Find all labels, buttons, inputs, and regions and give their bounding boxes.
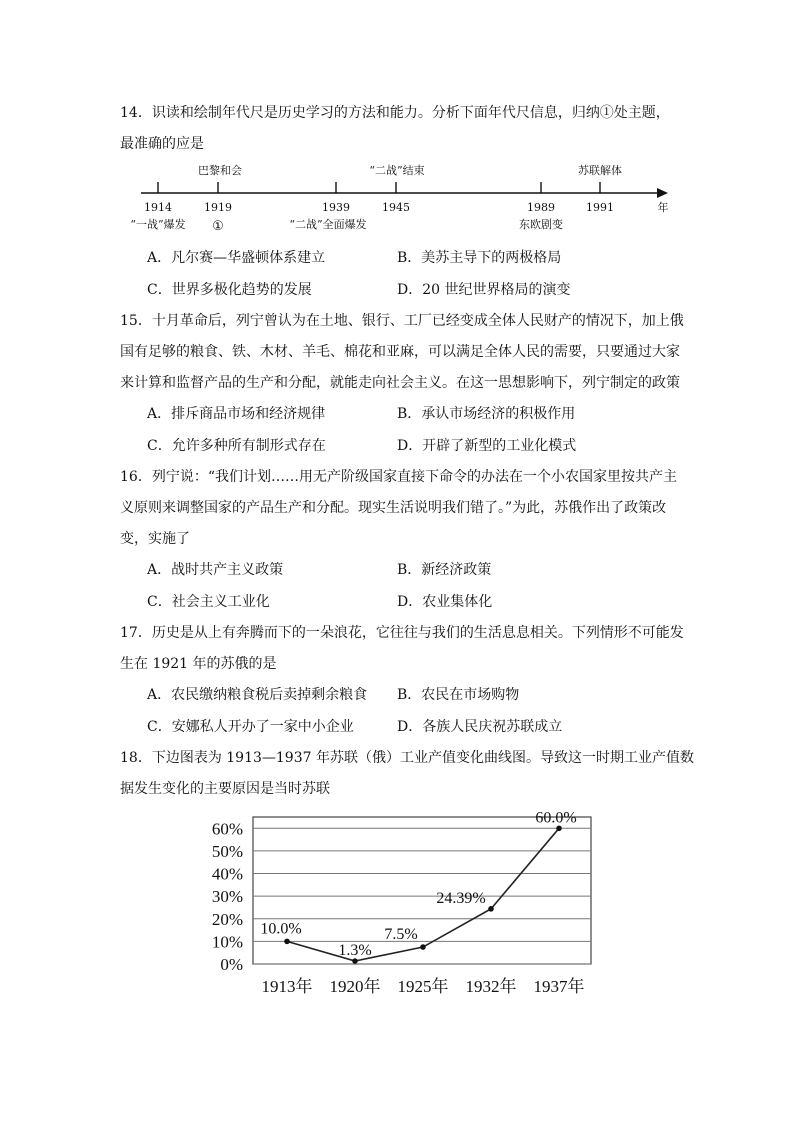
x-tick-label: 1932年 [465,977,517,996]
q16-option-d[interactable]: D．农业集体化 [397,594,493,610]
q17-option-c[interactable]: C．安娜私人开办了一家中小企业 [147,719,354,735]
q15-option-b[interactable]: B．承认市场经济的积极作用 [397,406,576,422]
q17-stem-line1: 17．历史是从上有奔腾而下的一朵浪花，它往往与我们的生活息息相关。下列情形不可能发 [120,625,684,641]
timeline-label-ww2-end: “二战”结束 [369,164,425,177]
timeline [0,158,794,238]
y-tick-label: 40% [211,864,243,884]
q14-option-a[interactable]: A．凡尔赛—华盛顿体系建立 [147,250,326,266]
timeline-label-ussr-collapse: 苏联解体 [578,164,622,177]
q16-option-b[interactable]: B．新经济政策 [397,562,492,578]
data-point [488,906,494,912]
q16-stem-line3: 变，实施了 [120,531,190,547]
timeline-label-ww2-start: “二战”全面爆发 [289,218,367,231]
x-tick-label: 1913年 [261,977,313,996]
y-tick-label: 60% [211,819,243,839]
q14-option-b[interactable]: B．美苏主导下的两极格局 [397,250,562,266]
timeline-year: 1989 [527,201,555,214]
q17-option-a[interactable]: A．农民缴纳粮食税后卖掉剩余粮食 [147,687,368,703]
industrial-output-chart [0,810,794,1010]
timeline-year: 1919 [204,201,232,214]
y-tick-label: 0% [220,955,243,974]
x-tick-label: 1925年 [397,977,449,996]
plot-frame [253,817,591,964]
q16-stem-line1: 16．列宁说：“我们计划……用无产阶级国家直接下命令的办法在一个小农国家里按共产主 [120,469,677,485]
q15-option-d[interactable]: D．开辟了新型的工业化模式 [397,438,577,454]
timeline-label-east-europe: 东欧剧变 [519,218,563,231]
timeline-unit: 年 [657,201,669,214]
timeline-label-ww1: “一战”爆发 [130,218,186,231]
data-label: 7.5% [384,926,418,944]
q15-option-a[interactable]: A．排斥商品市场和经济规律 [147,406,326,422]
q16-stem-line2: 义原则来调整国家的产品生产和分配。现实生活说明我们错了。”为此，苏俄作出了政策改 [120,500,667,516]
data-label: 10.0% [260,920,302,938]
q17-stem-line2: 生在 1921 年的苏俄的是 [120,656,277,672]
q15-stem-line1: 15．十月革命后，列宁曾认为在土地、银行、工厂已经变成全体人民财产的情况下，加上俄 [120,313,684,329]
y-tick-label: 20% [211,909,243,929]
q15-stem-line2: 国有足够的粮食、铁、木材、羊毛、棉花和亚麻，可以满足全体人民的需要，只要通过大家 [120,344,680,360]
q17-option-b[interactable]: B．农民在市场购物 [397,687,520,703]
x-tick-label: 1937年 [533,977,585,996]
q14-stem-line1: 14．识读和绘制年代尺是历史学习的方法和能力。分析下面年代尺信息，归纳①处主题， [120,105,670,121]
q15-option-c[interactable]: C．允许多种所有制形式存在 [147,438,326,454]
timeline-year: 1914 [144,201,172,214]
data-point [284,939,290,945]
data-label: 24.39% [436,889,486,907]
timeline-year: 1991 [586,201,614,214]
q14-option-c[interactable]: C．世界多极化趋势的发展 [147,282,312,298]
data-label: 60.0% [535,810,577,827]
y-tick-label: 50% [211,841,243,861]
data-point [420,944,426,950]
q16-option-c[interactable]: C．社会主义工业化 [147,594,270,610]
timeline-year: 1939 [322,201,350,214]
q18-stem-line1: 18．下边图表为 1913—1937 年苏联（俄）工业产值变化曲线图。导致这一时期工业产值数 [120,750,694,766]
timeline-year: 1945 [382,201,410,214]
q15-stem-line3: 来计算和监督产品的生产和分配，就能走向社会主义。在这一思想影响下，列宁制定的政策 [120,375,680,391]
timeline-label-paris: 巴黎和会 [198,164,242,177]
q17-option-d[interactable]: D．各族人民庆祝苏联成立 [397,719,563,735]
q14-option-d[interactable]: D．20 世纪世界格局的演变 [397,282,571,298]
q16-option-a[interactable]: A．战时共产主义政策 [147,562,284,578]
timeline-label-blank: ① [212,219,224,234]
y-tick-label: 30% [211,887,243,907]
q14-stem-line2: 最准确的应是 [120,136,204,152]
data-point [556,826,562,832]
data-point [352,958,358,964]
x-tick-label: 1920年 [329,977,381,996]
y-tick-label: 10% [211,932,243,952]
data-label: 1.3% [338,942,372,960]
q18-stem-line2: 据发生变化的主要原因是当时苏联 [120,781,330,797]
